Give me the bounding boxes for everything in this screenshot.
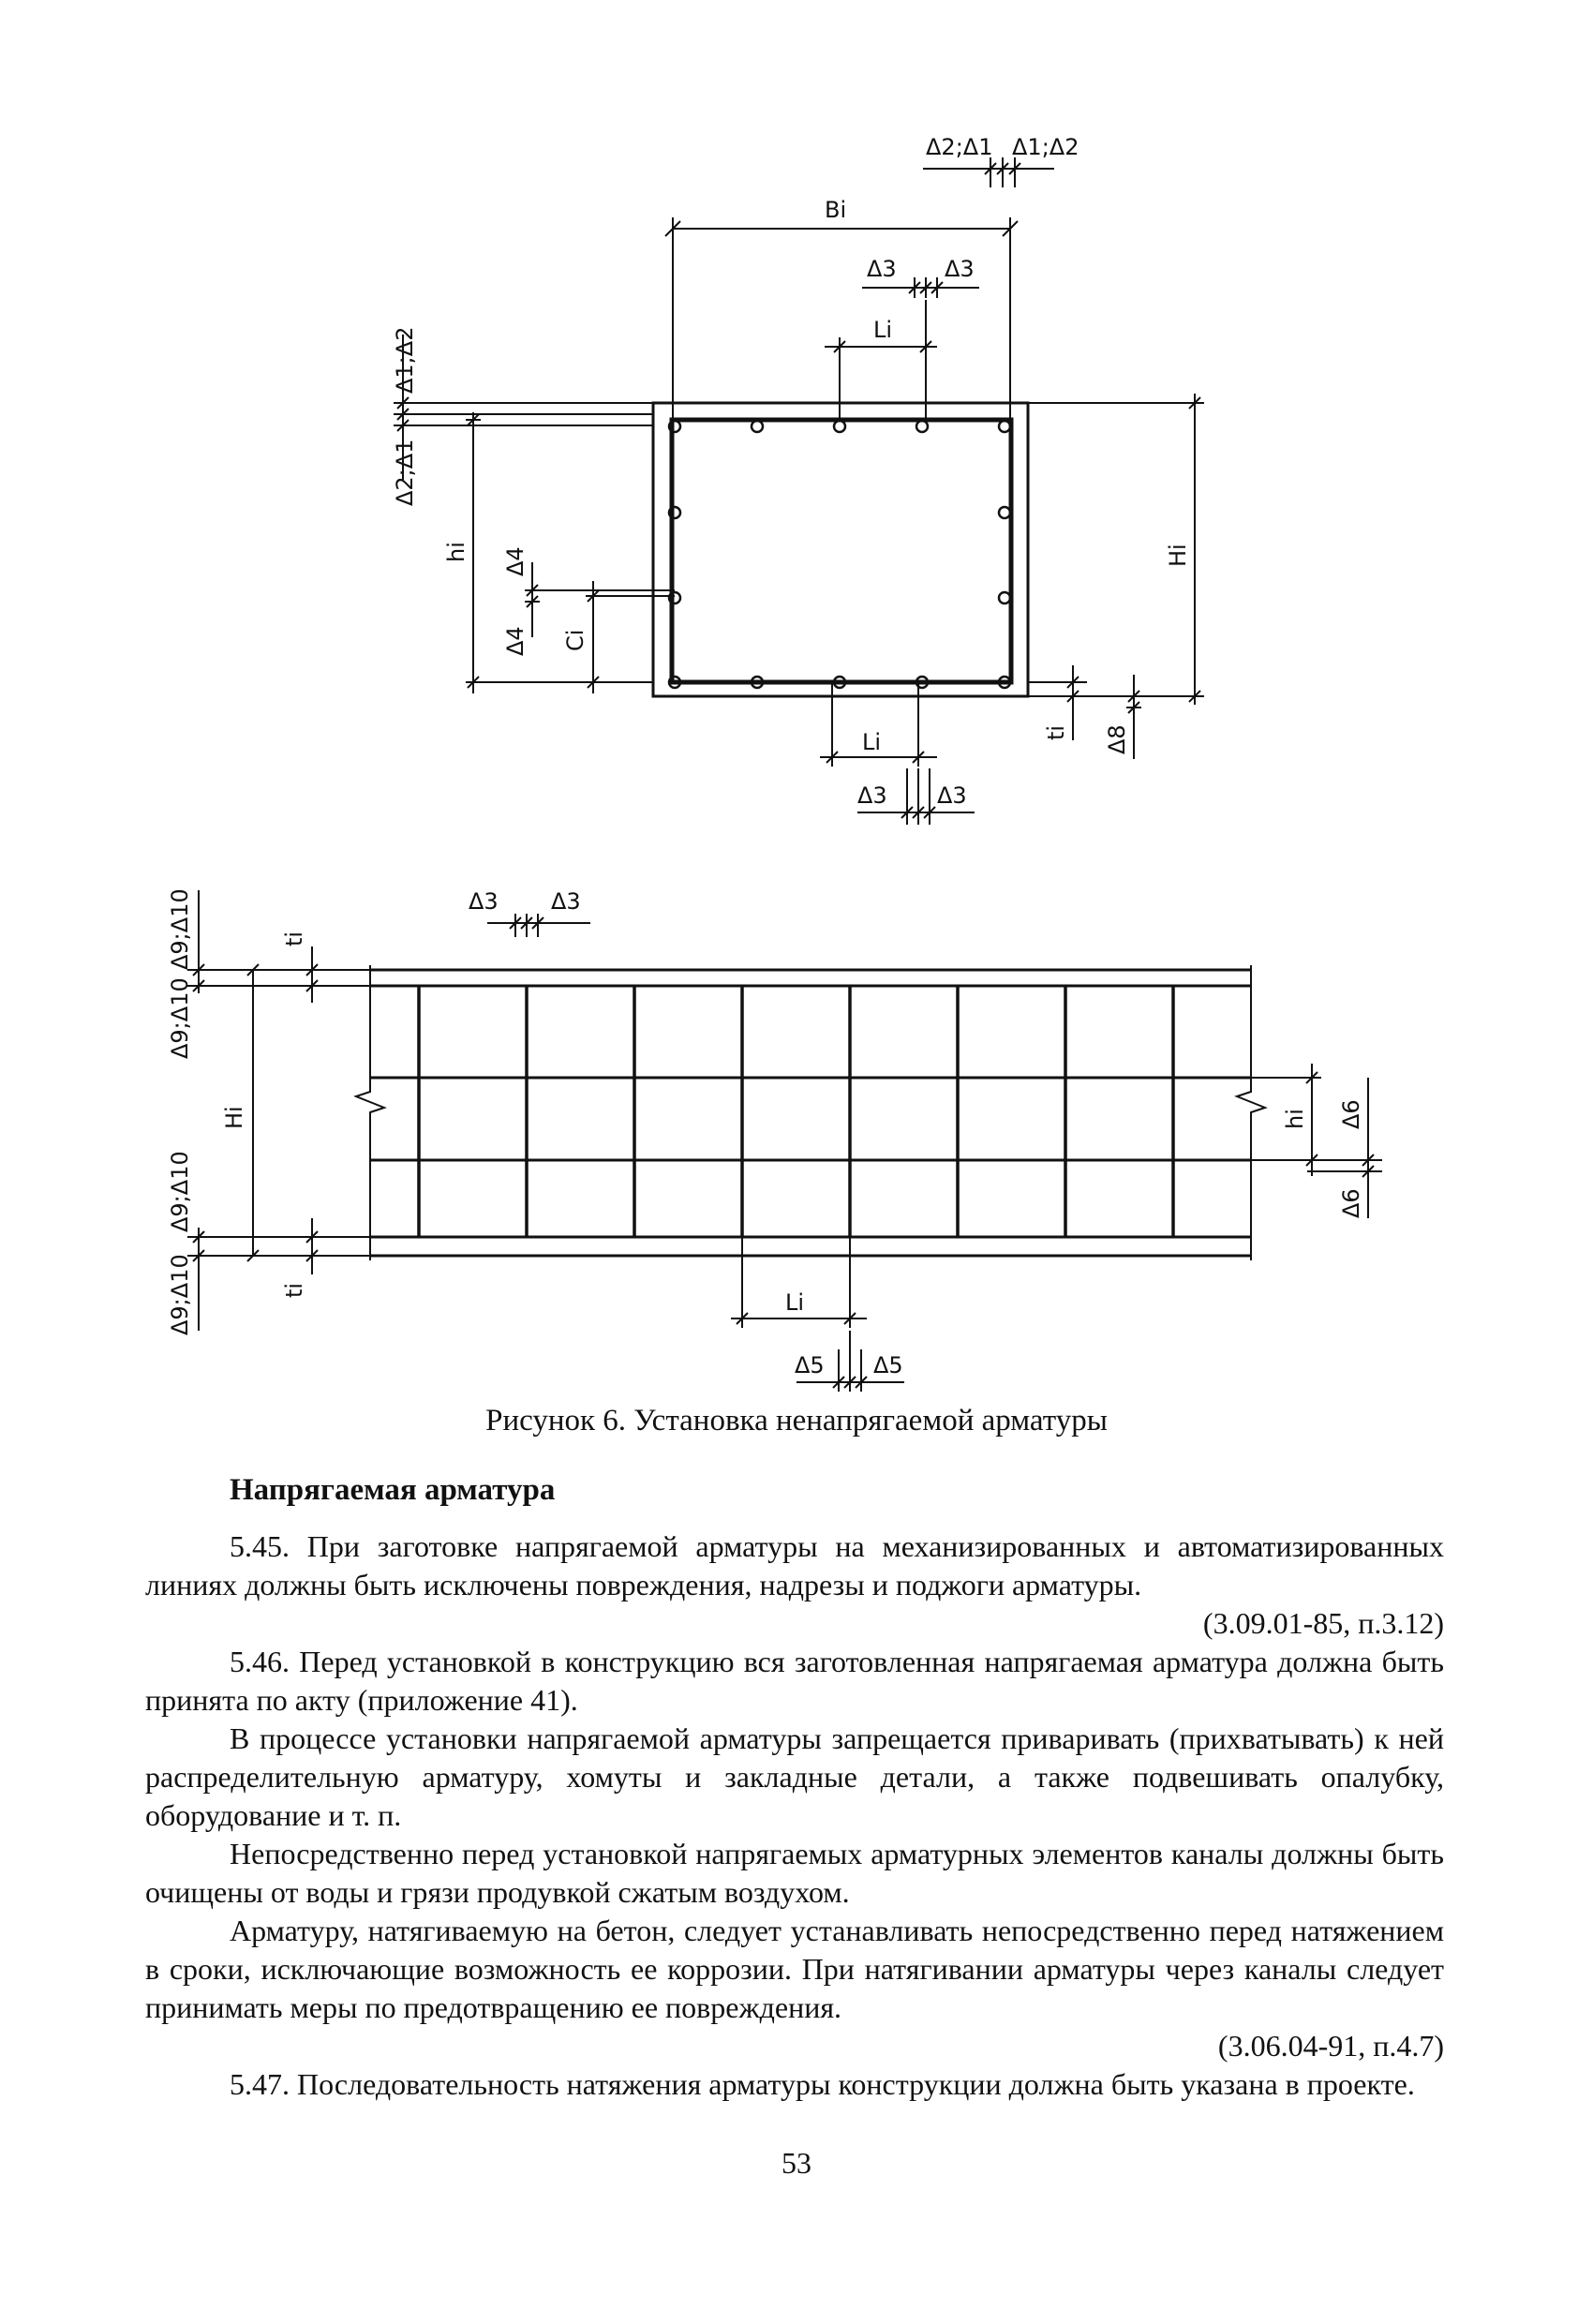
label-d8: Δ8 (1104, 724, 1130, 754)
label-d3: Δ3 (937, 782, 967, 809)
label-d9d10: Δ9;Δ10 (167, 1254, 193, 1335)
label-d3: Δ3 (551, 888, 581, 915)
label-d9d10: Δ9;Δ10 (167, 888, 193, 970)
label-d5: Δ5 (795, 1352, 825, 1378)
body-text (145, 1527, 1444, 2104)
label-li: Li (785, 1289, 805, 1316)
paragraph-5-45: 5.45. При заготовке напрягаемой арматуры на механизированных и автоматизированных линиях должны быть исключены повреждения, надрезы и поджоги арматуры. (145, 1529, 1444, 1601)
paragraph-5-46: 5.46. Перед установкой в конструкцию вся заготовленная напрягаемая арматура должна быть принята по акту (приложение 41). (145, 1645, 1444, 1717)
label-li: Li (873, 317, 893, 343)
label-d9d10: Δ9;Δ10 (167, 977, 193, 1059)
paragraph: Арматуру, натягиваемую на бетон, следует устанавливать непосредственно перед натяжением в сроки, исключающие возможность ее коррозии. При натягивании арматуры через каналы следует принимать меры по предотвращению ее повреждения. (145, 1914, 1444, 2024)
reference: (3.06.04-91, п.4.7) (1217, 2029, 1444, 2063)
label-d3: Δ3 (857, 782, 887, 809)
label-bi: Bi (825, 197, 847, 223)
label-d4: Δ4 (502, 626, 529, 656)
label-d4: Δ4 (502, 546, 529, 576)
label-d6: Δ6 (1338, 1099, 1364, 1129)
label-ti: ti (281, 1282, 307, 1298)
label-ci: Ci (562, 629, 588, 651)
label-d9d10: Δ9;Δ10 (167, 1151, 193, 1232)
rebar-bars (669, 421, 1010, 688)
paragraph: В процессе установки напрягаемой арматуры запрещается приваривать (прихватывать) к ней распределительную арматуру, хомуты и закладные детали, а также подвешивать опалубку, оборудование и т. п. (145, 1721, 1444, 1832)
label-d3: Δ3 (945, 256, 975, 282)
label-d3: Δ3 (867, 256, 897, 282)
label-d6: Δ6 (1338, 1188, 1364, 1218)
rebar-frame (672, 420, 1011, 682)
paragraph: Непосредственно перед установкой напрягаемых арматурных элементов каналы должны быть очищены от воды и грязи продувкой сжатым воздухом. (145, 1837, 1444, 1909)
label-ti: ti (281, 931, 307, 946)
figure-caption: Рисунок 6. Установка ненапрягаемой арматуры (485, 1404, 1108, 1438)
label-d2d1-vertical: Δ2;Δ1 (392, 439, 418, 506)
label-ti: ti (1043, 724, 1069, 740)
mesh-bars (419, 986, 1173, 1237)
label-hi: hi (443, 542, 469, 562)
label-d5: Δ5 (873, 1352, 903, 1378)
formwork-outline (653, 403, 1028, 696)
label-hi-big: Hi (1165, 544, 1191, 567)
label-li: Li (862, 729, 882, 755)
label-d1d2-vertical: Δ1;Δ2 (392, 326, 418, 394)
section-heading: Напрягаемая арматура (230, 1473, 556, 1507)
label-d2d1: Δ2;Δ1 (926, 134, 993, 160)
label-d1d2: Δ1;Δ2 (1012, 134, 1079, 160)
reference: (3.09.01-85, п.3.12) (1202, 1606, 1444, 1640)
paragraph-5-47: 5.47. Последовательность натяжения арматуры конструкции должна быть указана в проекте. (230, 2067, 1415, 2101)
label-hi-big: Hi (221, 1106, 247, 1129)
page-number: 53 (782, 2146, 811, 2180)
label-d3: Δ3 (469, 888, 499, 915)
label-hi: hi (1282, 1109, 1308, 1129)
